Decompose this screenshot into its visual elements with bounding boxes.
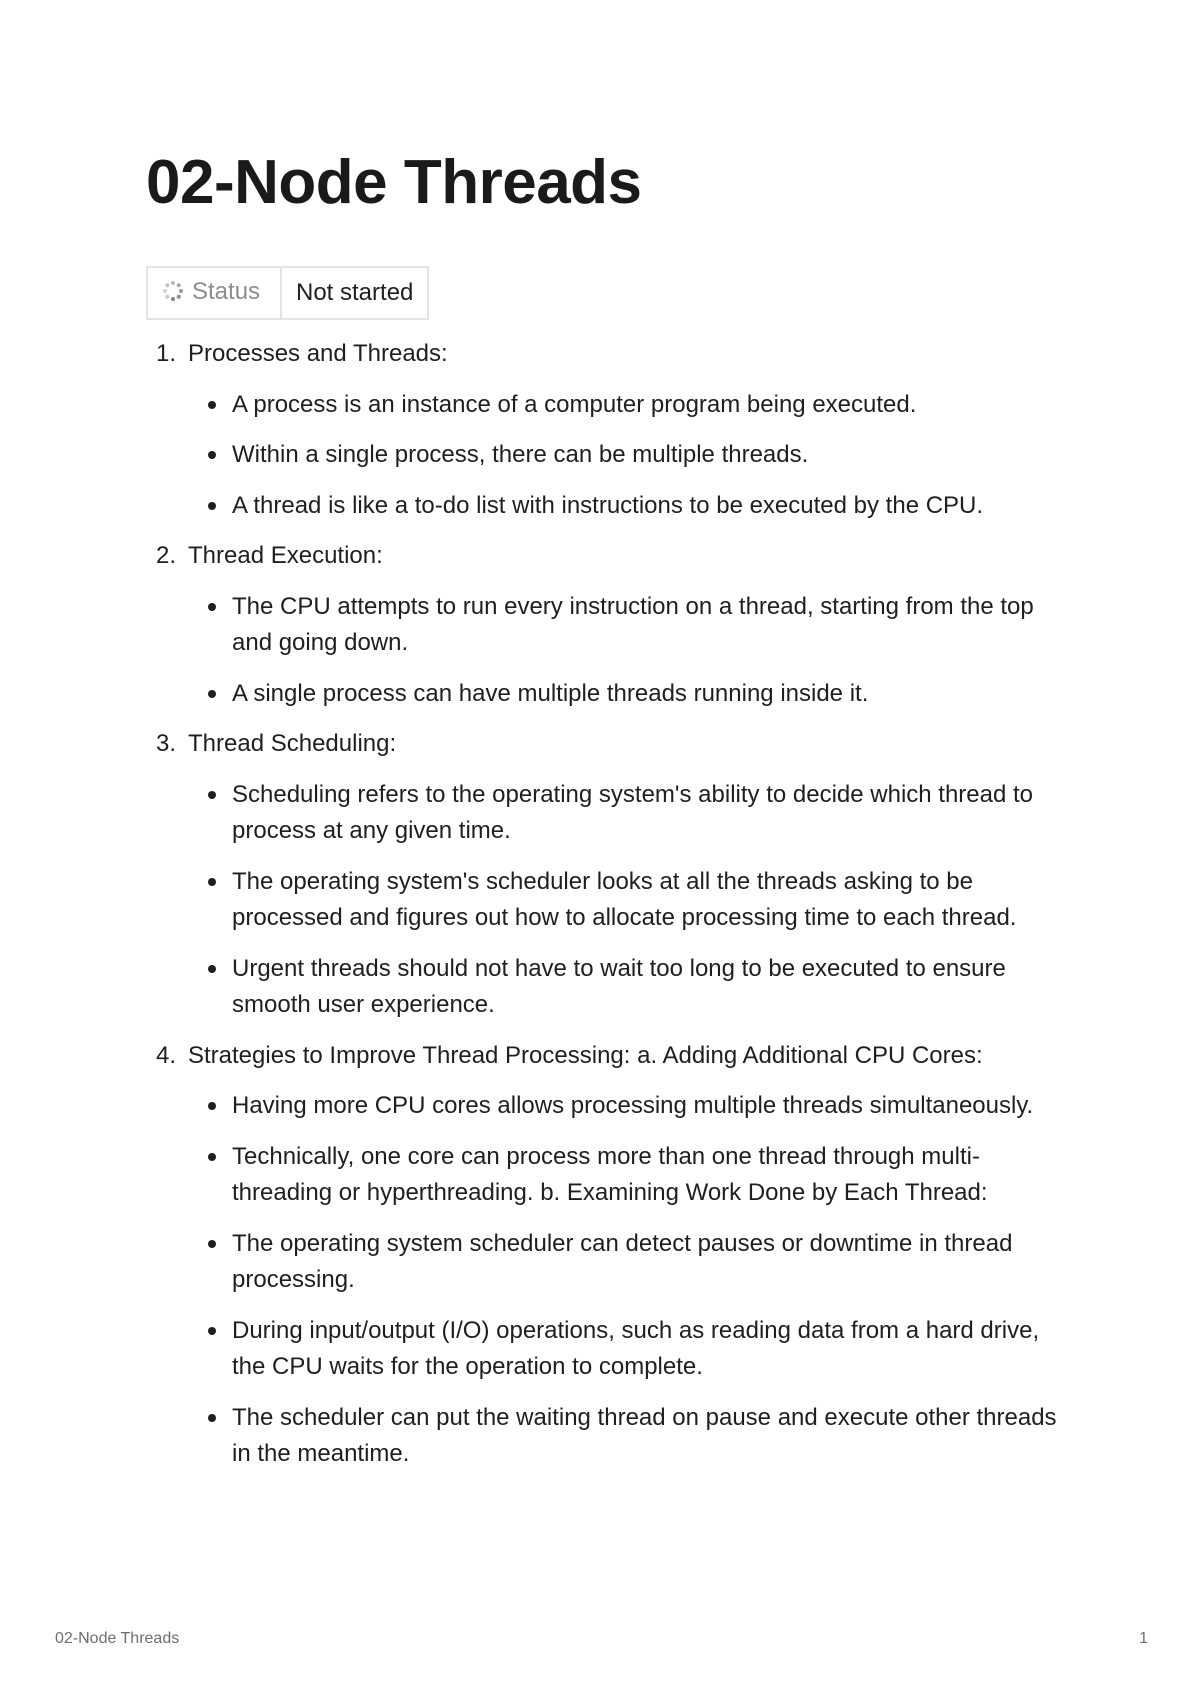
bullet-text: The scheduler can put the waiting thread on pause and execute other threads in the meantime. xyxy=(232,1403,1057,1467)
bullet-list xyxy=(188,1088,1076,1473)
bullet-text: Having more CPU cores allows processing multiple threads simultaneously. xyxy=(232,1092,1034,1119)
bullet-dot-icon xyxy=(208,1240,216,1248)
bullet-text: The CPU attempts to run every instruction on a thread, starting from the top and going down. xyxy=(232,592,1034,656)
bullet-list xyxy=(188,589,1076,713)
bullet-list xyxy=(188,387,1076,525)
bullet-dot-icon xyxy=(208,451,216,459)
section-heading: Strategies to Improve Thread Processing: a. Adding Additional CPU Cores: xyxy=(188,1041,983,1069)
status-property-row xyxy=(147,267,428,319)
status-label: Status xyxy=(192,277,261,305)
bullet-item xyxy=(188,864,1076,937)
bullet-item xyxy=(188,1226,1076,1299)
bullet-list xyxy=(188,777,1076,1024)
bullet-text: A thread is like a to-do list with instructions to be executed by the CPU. xyxy=(232,491,984,519)
bullet-dot-icon xyxy=(208,878,216,886)
bullet-item xyxy=(188,589,1076,662)
bullet-dot-icon xyxy=(208,690,216,698)
page-number: 1 xyxy=(1139,1630,1148,1647)
bullet-text: During input/output (I/O) operations, such as reading data from a hard drive, the CPU waits for the operation to complete. xyxy=(232,1316,1040,1380)
section-item xyxy=(156,726,1076,1024)
section-item xyxy=(156,538,1076,712)
section-heading: Thread Scheduling: xyxy=(188,730,397,757)
section-number: 3. xyxy=(156,730,177,757)
section-heading: Processes and Threads: xyxy=(188,340,448,367)
section-number: 1. xyxy=(156,340,177,367)
section-list xyxy=(156,336,1076,1473)
bullet-item xyxy=(188,1313,1076,1386)
bullet-text: The operating system's scheduler looks at all the threads asking to be processed and figures out how to allocate processing time to each thread. xyxy=(232,867,1017,931)
bullet-item xyxy=(188,387,1076,424)
bullet-text: Scheduling refers to the operating system's ability to decide which thread to process at any given time. xyxy=(232,780,1034,844)
bullet-item xyxy=(188,437,1076,474)
bullet-dot-icon xyxy=(208,1414,216,1422)
bullet-item xyxy=(188,1139,1076,1212)
bullet-item xyxy=(188,1088,1076,1125)
status-property-key xyxy=(147,267,281,319)
bullet-text: A single process can have multiple threads running inside it. xyxy=(232,679,869,707)
bullet-text: Urgent threads should not have to wait too long to be executed to ensure smooth user experience. xyxy=(232,954,1006,1018)
bullet-item xyxy=(188,777,1076,850)
bullet-text: A process is an instance of a computer program being executed. xyxy=(232,390,917,418)
bullet-dot-icon xyxy=(208,1102,216,1110)
bullet-dot-icon xyxy=(208,965,216,973)
bullet-dot-icon xyxy=(208,603,216,611)
page-title: 02-Node Threads xyxy=(146,148,642,217)
bullet-dot-icon xyxy=(208,1327,216,1335)
bullet-text: Technically, one core can process more than one thread through multi-threading or hyperthreading. b. Examining Work Done by Each Thread: xyxy=(232,1142,988,1206)
bullet-text: Within a single process, there can be multiple threads. xyxy=(232,441,809,468)
bullet-dot-icon xyxy=(208,1153,216,1161)
section-item xyxy=(156,1038,1076,1473)
spinner-icon xyxy=(162,280,184,309)
bullet-item xyxy=(188,676,1076,713)
properties-table xyxy=(146,266,429,320)
section-item xyxy=(156,336,1076,524)
bullet-item xyxy=(188,488,1076,525)
bullet-dot-icon xyxy=(208,791,216,799)
bullet-item xyxy=(188,1400,1076,1473)
bullet-dot-icon xyxy=(208,401,216,409)
footer-title: 02-Node Threads xyxy=(55,1630,180,1647)
bullet-item xyxy=(188,951,1076,1024)
status-value[interactable]: Not started xyxy=(281,267,428,319)
section-number: 2. xyxy=(156,542,177,569)
bullet-text: The operating system scheduler can detect pauses or downtime in thread processing. xyxy=(232,1229,1013,1293)
section-heading: Thread Execution: xyxy=(188,542,383,569)
notes-content xyxy=(156,336,1076,1487)
bullet-dot-icon xyxy=(208,502,216,510)
section-number: 4. xyxy=(156,1041,177,1069)
